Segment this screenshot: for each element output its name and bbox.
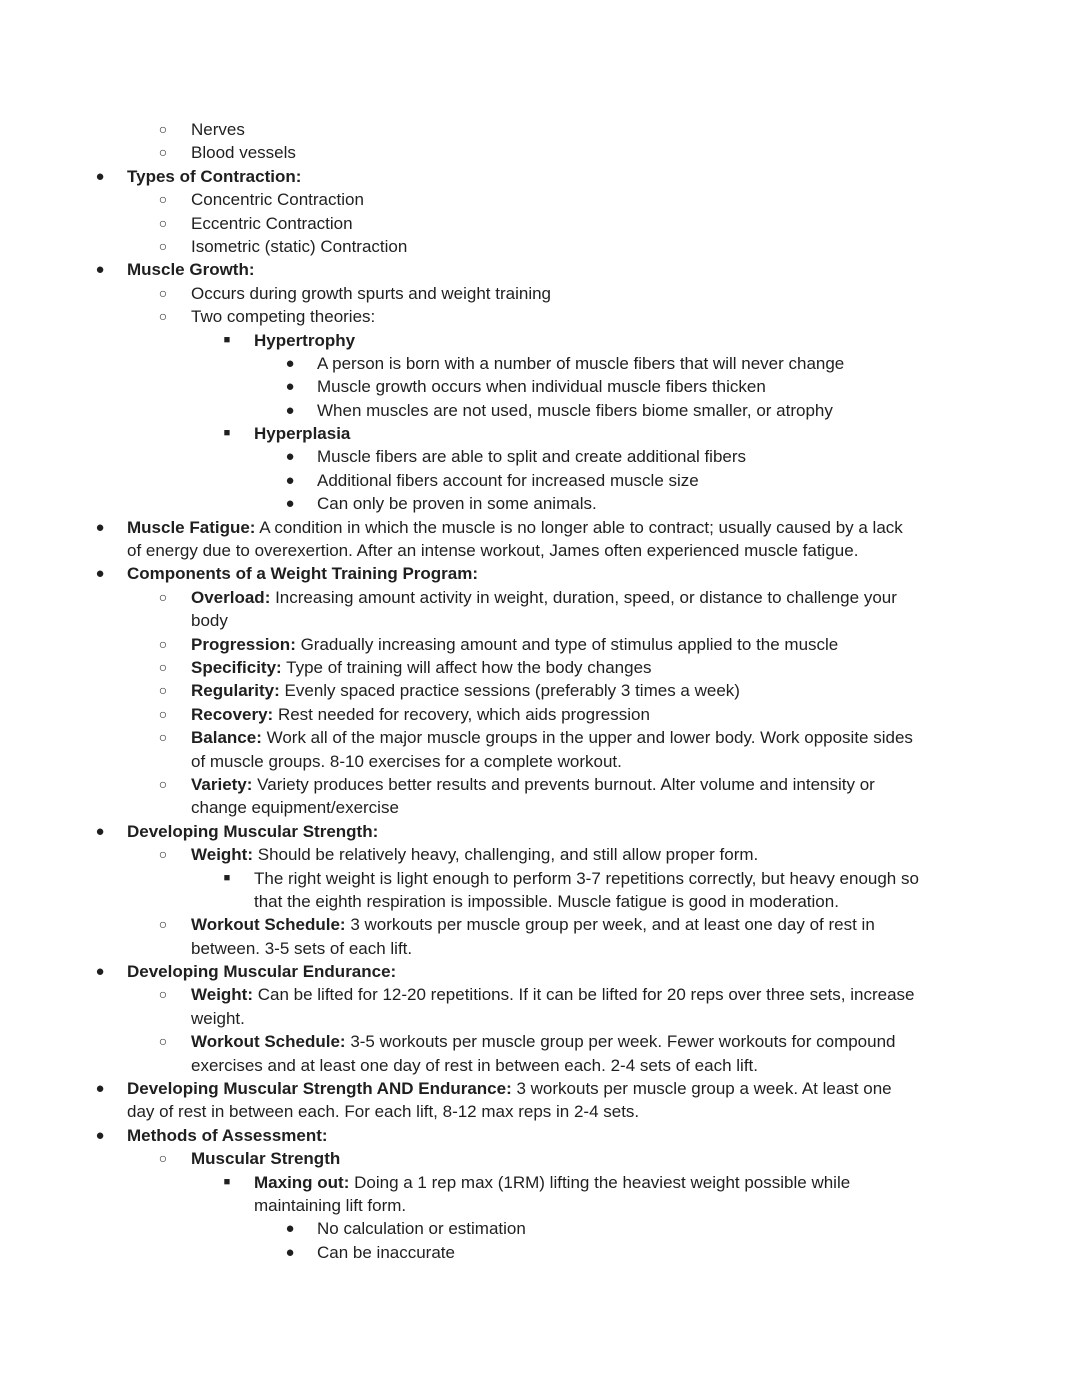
bullet-marker-icon: ● xyxy=(285,495,295,513)
list-item-body: The right weight is light enough to perform 3-7 repetitions correctly, but heavy enough so xyxy=(254,868,919,888)
list-item-body: Muscle fibers are able to split and create additional fibers xyxy=(317,447,747,467)
list-item xyxy=(0,843,1080,866)
list-item-heading: Maxing out: xyxy=(254,1172,350,1192)
bullet-marker-icon: ■ xyxy=(223,871,231,884)
bullet-marker-icon: ○ xyxy=(158,214,168,231)
list-item-body: Occurs during growth spurts and weight training xyxy=(191,283,552,303)
list-item-body: Type of training will affect how the body changes xyxy=(281,657,652,677)
list-item xyxy=(0,188,1080,211)
list-item-body: Blood vessels xyxy=(191,143,296,163)
list-item-continuation xyxy=(0,1100,1080,1123)
list-item-continuation xyxy=(0,1054,1080,1077)
list-item-text xyxy=(191,1030,896,1053)
list-item-text xyxy=(191,586,897,609)
list-item-text xyxy=(191,235,407,258)
list-item-body: Variety produces better results and prevents burnout. Alter volume and intensity or xyxy=(252,774,875,794)
bullet-marker-icon: ○ xyxy=(158,986,168,1003)
list-item-body-continued: weight. xyxy=(191,1008,245,1028)
list-item xyxy=(0,352,1080,375)
list-item xyxy=(0,375,1080,398)
list-item xyxy=(0,1217,1080,1240)
list-item-text xyxy=(191,282,551,305)
list-item-continuation xyxy=(0,609,1080,632)
list-item-text xyxy=(191,118,245,141)
list-item-heading: Weight: xyxy=(191,845,254,865)
list-item-heading: Developing Muscular Strength: xyxy=(127,821,379,841)
list-item-text xyxy=(191,703,650,726)
list-item-heading: Muscle Fatigue: xyxy=(127,517,256,537)
list-item-text xyxy=(191,212,353,235)
list-item-text xyxy=(191,679,740,702)
list-item-text xyxy=(127,1124,328,1147)
list-item-text xyxy=(254,1171,850,1194)
list-item-heading: Workout Schedule: xyxy=(191,915,346,935)
bullet-marker-icon: ● xyxy=(95,565,105,583)
bullet-marker-icon: ○ xyxy=(158,144,168,161)
list-item-body: Work all of the major muscle groups in the upper and lower body. Work opposite sides xyxy=(261,728,913,748)
list-item-body: 3 workouts per muscle group a week. At least one xyxy=(511,1079,892,1099)
list-item xyxy=(0,586,1080,609)
list-item xyxy=(0,1171,1080,1194)
bullet-marker-icon: ○ xyxy=(158,705,168,722)
list-item-text xyxy=(191,843,758,866)
bullet-marker-icon: ● xyxy=(285,1243,295,1261)
bullet-marker-icon: ● xyxy=(285,378,295,396)
list-item-text xyxy=(317,1217,526,1240)
list-item-heading: Methods of Assessment: xyxy=(127,1125,328,1145)
list-item xyxy=(0,773,1080,796)
bullet-marker-icon: ○ xyxy=(158,1033,168,1050)
list-item-body: Should be relatively heavy, challenging, and still allow proper form. xyxy=(253,845,759,865)
list-item-body: Gradually increasing amount and type of stimulus applied to the muscle xyxy=(295,634,839,654)
list-item-heading: Muscle Growth: xyxy=(127,260,255,280)
list-item-body: Evenly spaced practice sessions (preferably 3 times a week) xyxy=(279,681,740,701)
bullet-marker-icon: ○ xyxy=(158,121,168,137)
list-item-text xyxy=(191,983,914,1006)
list-item-body-continued: body xyxy=(191,611,228,631)
list-item-text xyxy=(191,305,375,328)
list-item-heading: Recovery: xyxy=(191,704,274,724)
list-item xyxy=(0,633,1080,656)
list-item-body: A condition in which the muscle is no longer able to contract; usually caused by a lack xyxy=(255,517,903,537)
list-item-heading: Components of a Weight Training Program: xyxy=(127,564,479,584)
list-item xyxy=(0,562,1080,585)
list-item-heading: Developing Muscular Endurance: xyxy=(127,962,397,982)
list-item-body: Muscle growth occurs when individual muscle fibers thicken xyxy=(317,377,766,397)
list-item-continuation xyxy=(0,937,1080,960)
list-item xyxy=(0,913,1080,936)
bullet-marker-icon: ● xyxy=(95,963,105,981)
list-item xyxy=(0,445,1080,468)
list-item-body: Increasing amount activity in weight, duration, speed, or distance to challenge your xyxy=(270,587,897,607)
list-item-body: Concentric Contraction xyxy=(191,190,364,210)
list-item-text xyxy=(317,352,844,375)
bullet-marker-icon: ● xyxy=(95,261,105,279)
list-item-body-continued: of muscle groups. 8-10 exercises for a complete workout. xyxy=(191,751,622,771)
list-item-text xyxy=(191,1147,340,1170)
list-item-text xyxy=(191,726,913,749)
list-item-heading: Regularity: xyxy=(191,681,280,701)
list-item-text xyxy=(127,516,903,539)
list-item-text xyxy=(317,445,746,468)
list-item xyxy=(0,867,1080,890)
bullet-marker-icon: ● xyxy=(95,167,105,185)
list-item xyxy=(0,679,1080,702)
list-item-body: No calculation or estimation xyxy=(317,1219,526,1239)
list-item-heading: Developing Muscular Strength AND Endurance: xyxy=(127,1079,512,1099)
list-item-body: A person is born with a number of muscle fibers that will never change xyxy=(317,353,845,373)
list-item-text xyxy=(127,258,255,281)
bullet-marker-icon: ■ xyxy=(223,427,231,440)
list-item-heading: Muscular Strength xyxy=(191,1149,341,1169)
list-item-body-continued: that the eighth respiration is impossible. Muscle fatigue is good in moderation. xyxy=(254,891,839,911)
list-item-text xyxy=(127,165,301,188)
list-item xyxy=(0,212,1080,235)
list-item-body: When muscles are not used, muscle fibers biome smaller, or atrophy xyxy=(317,400,833,420)
list-item-body: 3-5 workouts per muscle group per week. Fewer workouts for compound xyxy=(345,1032,896,1052)
list-item-body: Eccentric Contraction xyxy=(191,213,353,233)
bullet-marker-icon: ● xyxy=(285,448,295,466)
list-item-body: Doing a 1 rep max (1RM) lifting the heaviest weight possible while xyxy=(349,1172,851,1192)
list-item-continuation xyxy=(0,796,1080,819)
list-item-continuation xyxy=(0,750,1080,773)
bullet-marker-icon: ● xyxy=(285,471,295,489)
list-item-heading: Overload: xyxy=(191,587,271,607)
bullet-marker-icon: ● xyxy=(95,1080,105,1098)
list-item-heading: Workout Schedule: xyxy=(191,1032,346,1052)
bullet-marker-icon: ○ xyxy=(158,729,168,746)
bullet-marker-icon: ● xyxy=(95,1126,105,1144)
list-item-heading: Variety: xyxy=(191,774,253,794)
list-item-heading: Balance: xyxy=(191,728,262,748)
list-item-body: Can be inaccurate xyxy=(317,1242,455,1262)
list-item xyxy=(0,422,1080,445)
list-item xyxy=(0,399,1080,422)
bullet-marker-icon: ● xyxy=(95,822,105,840)
bullet-marker-icon: ○ xyxy=(158,846,168,863)
bullet-marker-icon: ○ xyxy=(158,635,168,652)
bullet-marker-icon: ● xyxy=(285,401,295,419)
list-item-text xyxy=(317,399,833,422)
bullet-marker-icon: ○ xyxy=(158,775,168,792)
list-item-text xyxy=(191,913,875,936)
list-item-text xyxy=(191,773,875,796)
list-item-body-continued: maintaining lift form. xyxy=(254,1195,407,1215)
list-item xyxy=(0,118,1080,141)
bullet-marker-icon: ○ xyxy=(158,588,168,605)
bullet-marker-icon: ○ xyxy=(158,284,168,301)
bullet-marker-icon: ○ xyxy=(158,682,168,699)
list-item-body-continued: exercises and at least one day of rest in between each. 2-4 sets of each lift. xyxy=(191,1055,758,1075)
list-item-text xyxy=(191,633,838,656)
list-item-text xyxy=(127,820,378,843)
list-item-heading: Weight: xyxy=(191,985,254,1005)
list-item-text xyxy=(191,141,296,164)
list-item-body: Isometric (static) Contraction xyxy=(191,236,408,256)
bullet-marker-icon: ○ xyxy=(158,916,168,933)
bullet-marker-icon: ○ xyxy=(158,191,168,208)
bullet-marker-icon: ○ xyxy=(158,1150,168,1167)
list-item-body: Nerves xyxy=(191,120,245,139)
list-item-body-continued: of energy due to overexertion. After an intense workout, James often experienced muscle fatigue. xyxy=(127,541,859,561)
list-item-text xyxy=(127,1077,892,1100)
list-item-body: Can be lifted for 12-20 repetitions. If it can be lifted for 20 reps over three sets, increase xyxy=(253,985,915,1005)
list-item-body-continued: between. 3-5 sets of each lift. xyxy=(191,938,413,958)
bullet-marker-icon: ○ xyxy=(158,237,168,254)
list-item-text xyxy=(127,960,396,983)
list-item xyxy=(0,726,1080,749)
list-item xyxy=(0,258,1080,281)
list-item-text xyxy=(317,469,699,492)
list-item-text xyxy=(254,422,350,445)
list-item xyxy=(0,516,1080,539)
list-item xyxy=(0,1030,1080,1053)
list-item-body: Additional fibers account for increased muscle size xyxy=(317,470,699,490)
document-page xyxy=(0,118,1080,1264)
list-item xyxy=(0,1077,1080,1100)
list-item xyxy=(0,469,1080,492)
list-item xyxy=(0,656,1080,679)
list-item-text xyxy=(191,656,652,679)
list-item-continuation xyxy=(0,1194,1080,1217)
bullet-marker-icon: ● xyxy=(95,518,105,536)
bullet-marker-icon: ● xyxy=(285,354,295,372)
list-item-text xyxy=(254,329,355,352)
list-item-continuation xyxy=(0,890,1080,913)
bullet-marker-icon: ○ xyxy=(158,658,168,675)
bullet-marker-icon: ● xyxy=(285,1220,295,1238)
list-item-text xyxy=(254,867,919,890)
list-item-body: 3 workouts per muscle group per week, and at least one day of rest in xyxy=(345,915,875,935)
list-item-heading: Progression: xyxy=(191,634,296,654)
list-item-text xyxy=(317,375,766,398)
list-item xyxy=(0,282,1080,305)
list-item-heading: Specificity: xyxy=(191,657,282,677)
list-item-text xyxy=(191,188,364,211)
list-item xyxy=(0,235,1080,258)
list-item xyxy=(0,329,1080,352)
list-item-heading: Hypertrophy xyxy=(254,330,356,350)
list-item-text xyxy=(317,1241,455,1264)
list-item-continuation xyxy=(0,1007,1080,1030)
list-item xyxy=(0,820,1080,843)
list-item xyxy=(0,141,1080,164)
list-item-body-continued: day of rest in between each. For each lift, 8-12 max reps in 2-4 sets. xyxy=(127,1102,640,1122)
bullet-marker-icon: ■ xyxy=(223,333,231,346)
list-item xyxy=(0,1241,1080,1264)
list-item xyxy=(0,492,1080,515)
bullet-marker-icon: ○ xyxy=(158,308,168,325)
list-item-body-continued: change equipment/exercise xyxy=(191,798,399,818)
list-item xyxy=(0,305,1080,328)
list-item-heading: Hyperplasia xyxy=(254,424,351,444)
list-item-heading: Types of Contraction: xyxy=(127,166,302,186)
list-item-continuation xyxy=(0,539,1080,562)
list-item xyxy=(0,1147,1080,1170)
list-item-text xyxy=(127,562,478,585)
list-item-text xyxy=(317,492,597,515)
list-item xyxy=(0,703,1080,726)
list-item xyxy=(0,165,1080,188)
list-item xyxy=(0,960,1080,983)
list-item xyxy=(0,983,1080,1006)
list-item-body: Two competing theories: xyxy=(191,307,376,327)
bullet-marker-icon: ■ xyxy=(223,1175,231,1188)
list-item-body: Rest needed for recovery, which aids progression xyxy=(273,704,650,724)
list-item-body: Can only be proven in some animals. xyxy=(317,494,597,514)
list-item xyxy=(0,1124,1080,1147)
